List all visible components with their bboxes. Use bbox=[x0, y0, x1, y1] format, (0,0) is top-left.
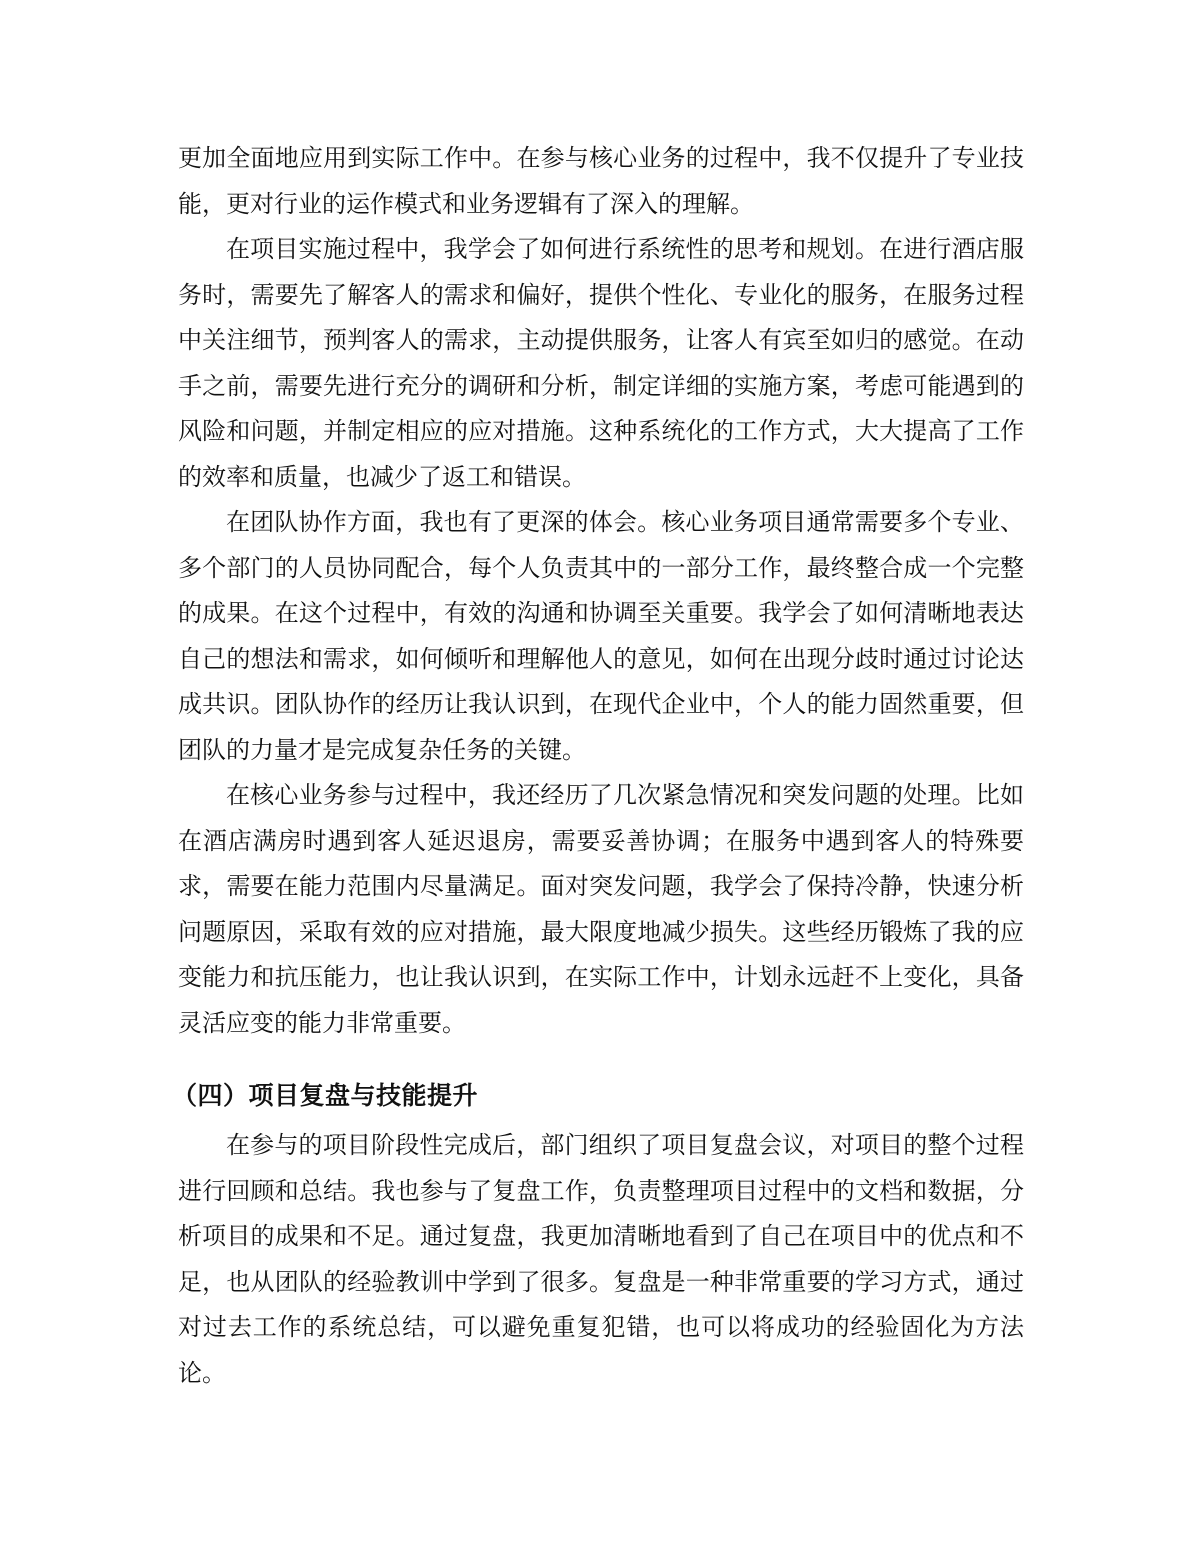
paragraph-continued: 更加全面地应用到实际工作中。在参与核心业务的过程中，我不仅提升了专业技能，更对行业的运作模式和业务逻辑有了深入的理解。 bbox=[178, 144, 1024, 218]
document-body bbox=[172, 136, 1024, 1396]
paragraph-team-collaboration: 在团队协作方面，我也有了更深的体会。核心业务项目通常需要多个专业、多个部门的人员协同配合，每个人负责其中的一部分工作，最终整合成一个完整的成果。在这个过程中，有效的沟通和协调至关重要。我学会了如何清晰地表达自己的想法和需求，如何倾听和理解他人的意见，如何在出现分歧时通过讨论达成共识。团队协作的经历让我认识到，在现代企业中，个人的能力固然重要，但团队的力量才是完成复杂任务的关键。 bbox=[178, 508, 1024, 764]
paragraph-project-review: 在参与的项目阶段性完成后，部门组织了项目复盘会议，对项目的整个过程进行回顾和总结。我也参与了复盘工作，负责整理项目过程中的文档和数据，分析项目的成果和不足。通过复盘，我更加清晰地看到了自己在项目中的优点和不足，也从团队的经验教训中学到了很多。复盘是一种非常重要的学习方式，通过对过去工作的系统总结，可以避免重复犯错，也可以将成功的经验固化为方法论。 bbox=[178, 1131, 1024, 1387]
paragraph-emergency-handling: 在核心业务参与过程中，我还经历了几次紧急情况和突发问题的处理。比如在酒店满房时遇到客人延迟退房，需要妥善协调；在服务中遇到客人的特殊要求，需要在能力范围内尽量满足。面对突发问题，我学会了保持冷静，快速分析问题原因，采取有效的应对措施，最大限度地减少损失。这些经历锻炼了我的应变能力和抗压能力，也让我认识到，在实际工作中，计划永远赶不上变化，具备灵活应变的能力非常重要。 bbox=[178, 781, 1024, 1037]
paragraph-project-implementation: 在项目实施过程中，我学会了如何进行系统性的思考和规划。在进行酒店服务时，需要先了解客人的需求和偏好，提供个性化、专业化的服务，在服务过程中关注细节，预判客人的需求，主动提供服务，让客人有宾至如归的感觉。在动手之前，需要先进行充分的调研和分析，制定详细的实施方案，考虑可能遇到的风险和问题，并制定相应的应对措施。这种系统化的工作方式，大大提高了工作的效率和质量，也减少了返工和错误。 bbox=[178, 235, 1024, 491]
section-heading: （四）项目复盘与技能提升 bbox=[172, 1081, 479, 1110]
